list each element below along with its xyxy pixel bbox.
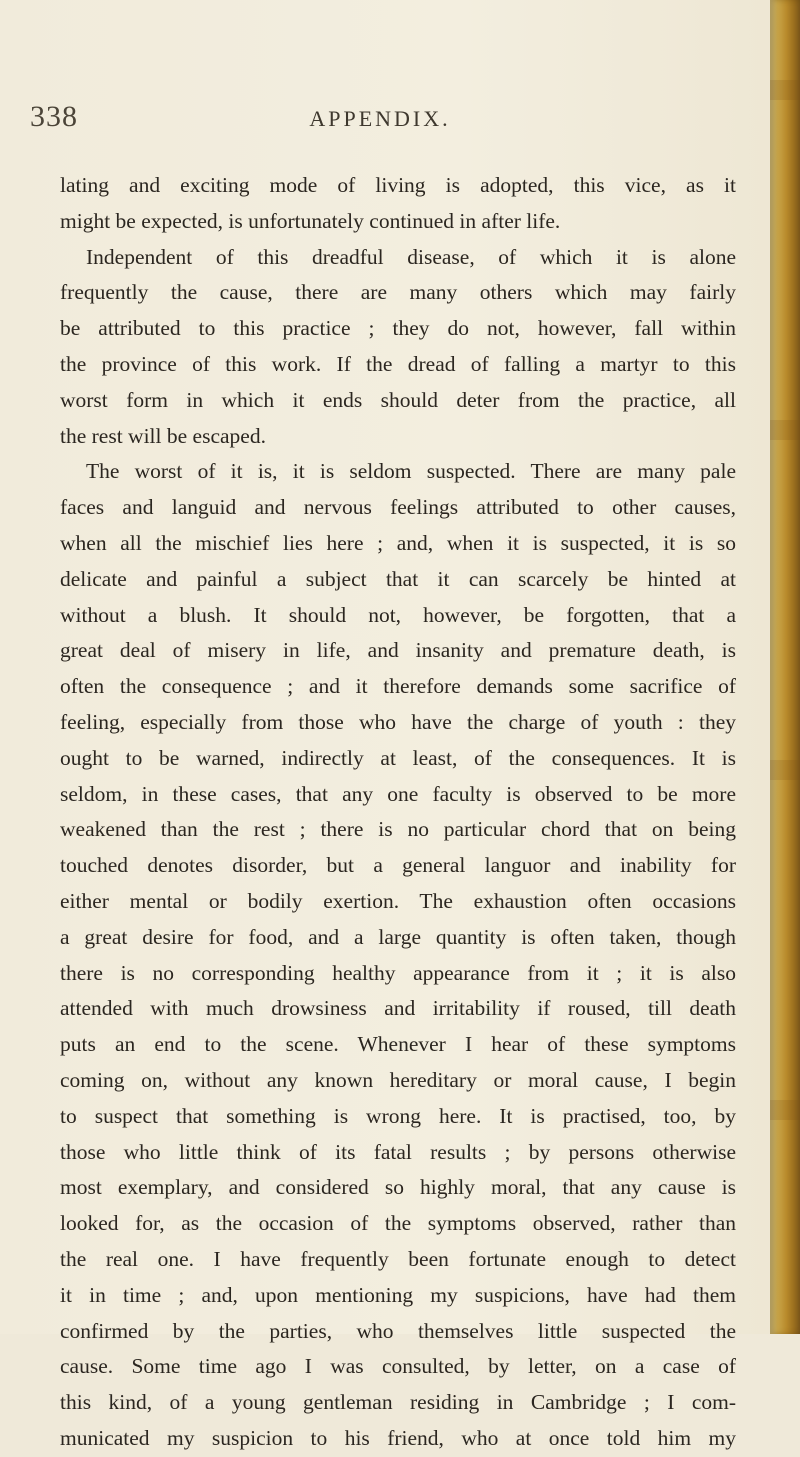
text-line: most exemplary, and considered so highly moral, that any cause is — [60, 1175, 736, 1200]
body-text — [60, 168, 736, 1457]
spine-shadow — [770, 420, 800, 440]
spine-shadow — [770, 760, 800, 780]
book-spine-edge — [770, 0, 800, 1334]
text-line: this kind, of a young gentleman residing in Cambridge ; I com- — [60, 1390, 736, 1415]
text-line: often the consequence ; and it therefore demands some sacrifice of — [60, 674, 736, 699]
text-line: the rest will be escaped. — [60, 423, 266, 448]
text-line: municated my suspicion to his friend, who at once told him my — [60, 1425, 736, 1450]
text-line: those who little think of its fatal results ; by persons otherwise — [60, 1139, 736, 1164]
text-line: it in time ; and, upon mentioning my suspicions, have had them — [60, 1282, 736, 1307]
text-line: might be expected, is unfortunately continued in after life. — [60, 208, 561, 233]
text-line: great deal of misery in life, and insanity and premature death, is — [60, 638, 736, 663]
text-line: weakened than the rest ; there is no particular chord that on being — [60, 817, 736, 842]
text-line: looked for, as the occasion of the symptoms observed, rather than — [60, 1211, 736, 1236]
text-line: when all the mischief lies here ; and, when it is suspected, it is so — [60, 530, 736, 555]
text-line: be attributed to this practice ; they do not, however, fall within — [60, 316, 736, 341]
text-line: confirmed by the parties, who themselves little suspected the — [60, 1318, 736, 1343]
text-line: attended with much drowsiness and irritability if roused, till death — [60, 996, 736, 1021]
text-line: ought to be warned, indirectly at least, of the consequences. It is — [60, 745, 736, 770]
text-line: seldom, in these cases, that any one faculty is observed to be more — [60, 781, 736, 806]
spine-shadow — [770, 80, 800, 100]
text-line: either mental or bodily exertion. The exhaustion often occasions — [60, 888, 736, 913]
page-number: 338 — [30, 100, 78, 133]
text-line: cause. Some time ago I was consulted, by letter, on a case of — [60, 1354, 736, 1379]
text-line: Independent of this dreadful disease, of which it is alone — [86, 244, 736, 269]
text-line: without a blush. It should not, however, be forgotten, that a — [60, 602, 736, 627]
text-line: coming on, without any known hereditary or moral cause, I begin — [60, 1067, 736, 1092]
page-header — [0, 100, 770, 150]
text-line: the province of this work. If the dread of falling a martyr to this — [60, 351, 736, 376]
text-line: worst form in which it ends should deter from the practice, all — [60, 387, 736, 412]
text-line: frequently the cause, there are many others which may fairly — [60, 280, 736, 305]
text-line: lating and exciting mode of living is adopted, this vice, as it — [60, 173, 736, 197]
text-line: The worst of it is, it is seldom suspected. There are many pale — [86, 459, 736, 484]
text-line: faces and languid and nervous feelings attributed to other causes, — [60, 495, 736, 520]
text-line: to suspect that something is wrong here. It is practised, too, by — [60, 1103, 736, 1128]
text-line: puts an end to the scene. Whenever I hear of these symptoms — [60, 1032, 736, 1057]
text-line: there is no corresponding healthy appearance from it ; it is also — [60, 960, 736, 985]
running-head: APPENDIX. — [309, 106, 451, 131]
text-line: feeling, especially from those who have the charge of youth : they — [60, 709, 736, 734]
text-line: a great desire for food, and a large quantity is often taken, though — [60, 924, 736, 949]
spine-shadow — [770, 1100, 800, 1120]
text-line: touched denotes disorder, but a general languor and inability for — [60, 853, 736, 878]
text-line: delicate and painful a subject that it can scarcely be hinted at — [60, 566, 736, 591]
text-line: the real one. I have frequently been fortunate enough to detect — [60, 1246, 736, 1271]
